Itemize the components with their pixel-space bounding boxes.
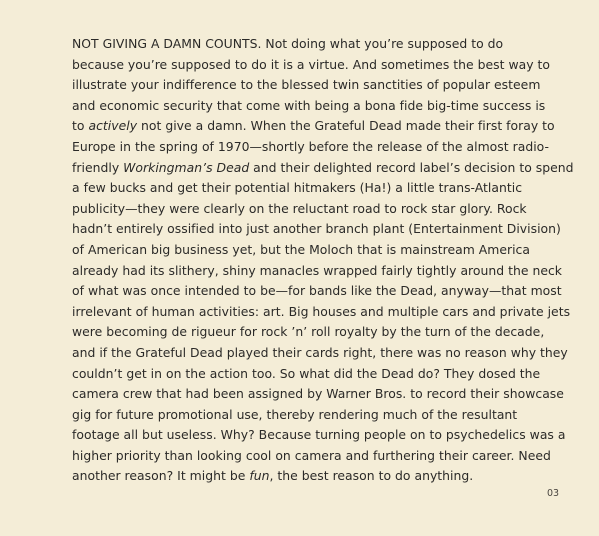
text-segment: already had its slithery, shiny manacles wrapped fairly tightly around the neck [72, 262, 562, 278]
text-line [72, 343, 568, 364]
text-line [72, 466, 562, 487]
italic-text: actively [88, 118, 138, 134]
text-line [72, 199, 562, 220]
text-segment: couldn’t get in on the action too. So what did the Dead do? They dosed the [72, 365, 541, 381]
text-segment: of what was once intended to be—for bands like the Dead, anyway—that most [72, 283, 562, 299]
italic-text: Workingman’s Dead [123, 159, 250, 175]
text-segment: gig for future promotional use, thereby rendering much of the resultant [72, 406, 518, 422]
text-segment: to [72, 118, 89, 134]
text-line [72, 405, 562, 426]
text-line [72, 322, 562, 343]
text-segment: , the best reason to do anything. [269, 468, 474, 484]
text-line [72, 302, 571, 323]
text-line [72, 384, 562, 405]
text-segment: a few bucks and get their potential hitmakers (Ha!) a little trans-Atlantic [72, 180, 523, 196]
text-line [72, 364, 562, 385]
text-segment: publicity—they were clearly on the reluctant road to rock star glory. Rock [72, 200, 527, 216]
text-segment: Europe in the spring of 1970—shortly before the release of the almost radio- [72, 138, 549, 154]
body-paragraph [72, 34, 574, 487]
text-segment: because you’re supposed to do it is a virtue. And sometimes the best way to [72, 56, 551, 72]
text-line [72, 116, 562, 137]
text-segment: footage all but useless. Why? Because turning people on to psychedelics was a [72, 427, 566, 443]
text-line [72, 425, 566, 446]
text-segment: illustrate your indifference to the blessed twin sanctities of popular esteem [72, 77, 541, 93]
text-segment: friendly [72, 159, 124, 175]
text-line [72, 446, 562, 467]
text-line [72, 34, 562, 55]
text-line [72, 178, 562, 199]
text-segment: and if the Grateful Dead played their cards right, there was no reason why they [72, 344, 568, 360]
text-segment: not give a damn. When the Grateful Dead made their first foray to [137, 118, 555, 134]
text-line [72, 219, 562, 240]
text-segment: and economic security that come with being a bona fide big-time success is [72, 97, 546, 113]
text-line [72, 240, 562, 261]
text-segment: irrelevant of human activities: art. Big houses and multiple cars and private jets [72, 303, 571, 319]
text-segment: were becoming de rigueur for rock ’n’ roll royalty by the turn of the decade, [72, 324, 545, 340]
text-segment: hadn’t entirely ossified into just another branch plant (Entertainment Division) [72, 221, 561, 237]
page-number: 03 [547, 488, 560, 499]
text-line [72, 75, 562, 96]
text-segment: higher priority than looking cool on camera and furthering their career. Need [72, 447, 551, 463]
text-segment: another reason? It might be [72, 468, 250, 484]
text-segment: NOT GIVING A DAMN COUNTS. Not doing what you’re supposed to do [72, 36, 504, 51]
text-line [72, 96, 562, 117]
text-line [72, 281, 562, 302]
text-segment: of American big business yet, but the Moloch that is mainstream America [72, 241, 531, 257]
italic-text: fun [249, 468, 270, 484]
text-segment: and their delighted record label’s decision to spend [249, 159, 574, 175]
text-segment: camera crew that had been assigned by Warner Bros. to record their showcase [72, 386, 564, 402]
text-line [72, 261, 562, 282]
text-line [72, 137, 562, 158]
text-line [72, 158, 574, 179]
text-line [72, 55, 562, 76]
